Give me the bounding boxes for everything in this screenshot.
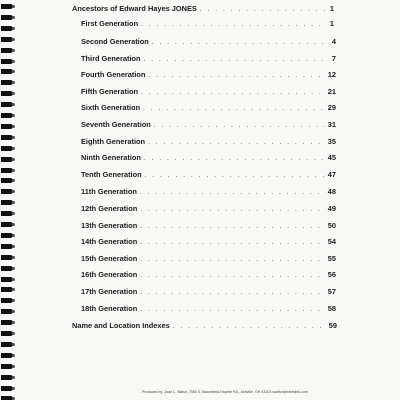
toc-entry	[81, 221, 336, 232]
toc-entry-page: 58	[327, 304, 336, 313]
leader-dots	[140, 189, 325, 198]
toc-entry	[81, 103, 336, 114]
leader-dots	[148, 139, 325, 148]
leader-dots	[152, 39, 329, 48]
toc-entry-label: 12th Generation	[81, 204, 138, 213]
toc-entry-page: 4	[331, 37, 336, 46]
toc-entry-label: Third Generation	[81, 54, 141, 63]
toc-entry-page: 50	[327, 221, 336, 230]
toc-entry-label: Tenth Generation	[81, 170, 142, 179]
toc-entry-label: 16th Generation	[81, 270, 138, 279]
toc-entry-label: 18th Generation	[81, 304, 138, 313]
leader-dots	[140, 289, 325, 298]
leader-dots	[140, 306, 325, 315]
toc-entry-label: 14th Generation	[81, 237, 138, 246]
toc-entry-page: 7	[331, 54, 336, 63]
toc-entry	[81, 204, 336, 215]
toc-entry-label: Fifth Generation	[81, 87, 139, 96]
toc-entry	[81, 120, 336, 131]
toc-entry-label: Name and Location Indexes	[72, 321, 170, 330]
toc-entry-label: 15th Generation	[81, 254, 138, 263]
toc-entry-label: Second Generation	[81, 37, 149, 46]
leader-dots	[143, 105, 325, 114]
leader-dots	[148, 72, 324, 81]
toc-entry-label: Fourth Generation	[81, 70, 146, 79]
toc-entry-page: 57	[327, 287, 336, 296]
toc-entry-page: 49	[327, 204, 336, 213]
toc-entry	[81, 153, 336, 164]
producer-footer: Produced by: Joan L. Walsh, 7550 S. Bloomfield-Fayette Rd., Ashville, OH 43103 waltfor@earthlink.com	[142, 390, 308, 394]
toc-entry-page: 54	[327, 237, 336, 246]
toc-entry	[81, 19, 334, 30]
leader-dots	[140, 272, 325, 281]
toc-entry	[81, 270, 336, 281]
toc-entry-page: 45	[327, 153, 336, 162]
toc-entry-label: Ninth Generation	[81, 153, 141, 162]
toc-entry-page: 29	[327, 103, 336, 112]
toc-entry-page: 31	[327, 120, 336, 129]
toc-entry-page: 56	[327, 270, 336, 279]
toc-entry	[81, 70, 336, 81]
leader-dots	[144, 56, 329, 65]
toc-entry-label: Seventh Generation	[81, 120, 151, 129]
toc-entry	[81, 170, 336, 181]
toc-entry	[81, 87, 336, 98]
toc-entry	[81, 237, 336, 248]
toc-entry-page: 21	[327, 87, 336, 96]
toc-entry-label: First Generation	[81, 19, 139, 28]
leader-dots	[144, 155, 325, 164]
toc-entry	[81, 287, 336, 298]
toc-entry	[81, 37, 336, 48]
toc-entry	[81, 137, 336, 148]
leader-dots	[141, 21, 327, 30]
leader-dots	[140, 223, 325, 232]
toc-title	[72, 4, 334, 15]
toc-entry-page: 48	[327, 187, 336, 196]
toc-entry-page: 59	[328, 321, 337, 330]
toc-entry-label: Ancestors of Edward Hayes JONES	[72, 4, 197, 13]
toc-entry-indexes	[72, 321, 337, 332]
toc-entry	[81, 54, 336, 65]
toc-entry	[81, 304, 336, 315]
toc-entry	[81, 254, 336, 265]
toc-entry-label: Eighth Generation	[81, 137, 146, 146]
toc-entry-page: 12	[327, 70, 336, 79]
leader-dots	[141, 89, 325, 98]
leader-dots	[140, 206, 325, 215]
leader-dots	[140, 256, 325, 265]
leader-dots	[173, 323, 326, 332]
toc-entry	[81, 187, 336, 198]
leader-dots	[145, 172, 325, 181]
toc-entry-label: 17th Generation	[81, 287, 138, 296]
toc-entry-page: 1	[329, 19, 334, 28]
leader-dots	[154, 122, 325, 131]
leader-dots	[140, 239, 325, 248]
toc-entry-page: 35	[327, 137, 336, 146]
toc-entry-page: 55	[327, 254, 336, 263]
toc-entry-page: 47	[327, 170, 336, 179]
toc-entry-page: 1	[329, 4, 334, 13]
leader-dots	[200, 6, 327, 15]
toc-entry-label: 13th Generation	[81, 221, 138, 230]
toc-entry-label: 11th Generation	[81, 187, 137, 196]
toc-entry-label: Sixth Generation	[81, 103, 141, 112]
